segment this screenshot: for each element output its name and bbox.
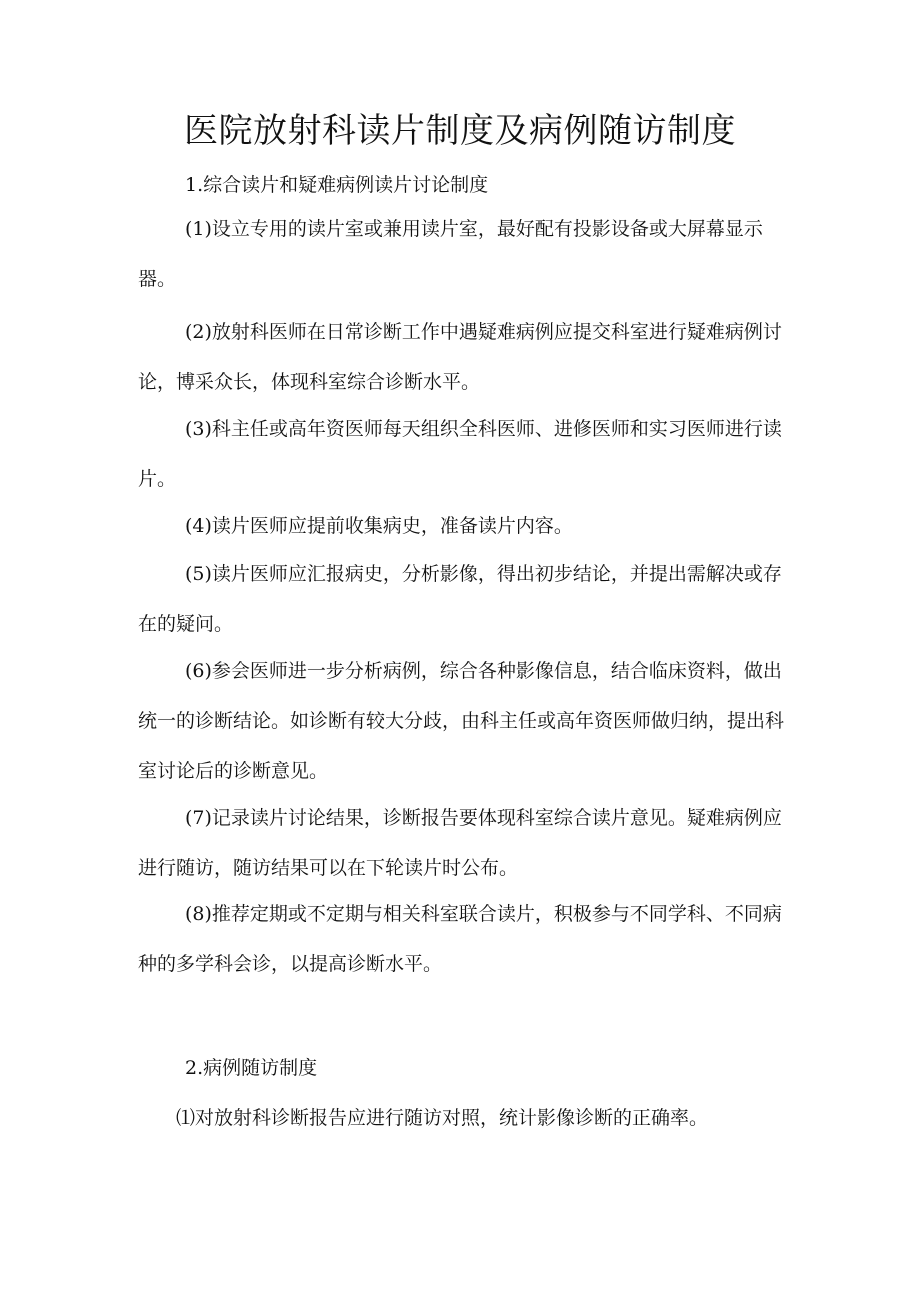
section-2-item-1: ⑴对放射科诊断报告应进行随访对照，统计影像诊断的正确率。 [176, 1107, 709, 1129]
section-1-item-5: (5)读片医师应汇报病史，分析影像，得出初步结论，并提出需解决或存在的疑问。 [138, 563, 782, 635]
document-title: 医院放射科读片制度及病例随访制度 [184, 111, 736, 151]
section-1-item-1: (1)设立专用的读片室或兼用读片室，最好配有投影设备或大屏幕显示器。 [138, 218, 763, 290]
section-1-item-2: (2)放射科医师在日常诊断工作中遇疑难病例应提交科室进行疑难病例讨论，博采众长，体现科室综合诊断水平。 [138, 321, 782, 393]
section-1-item-6: (6)参会医师进一步分析病例，综合各种影像信息，结合临床资料，做出统一的诊断结论。如诊断有较大分歧，由科主任或高年资医师做归纳，提出科室讨论后的诊断意见。 [138, 660, 785, 782]
section-1-item-8: (8)推荐定期或不定期与相关科室联合读片，积极参与不同学科、不同病种的多学科会诊，以提高诊断水平。 [138, 903, 782, 975]
section-1-item-3: (3)科主任或高年资医师每天组织全科医师、进修医师和实习医师进行读片。 [138, 418, 782, 490]
section-1-heading: 1.综合读片和疑难病例读片讨论制度 [185, 174, 489, 196]
section-1-item-4: (4)读片医师应提前收集病史，准备读片内容。 [185, 515, 573, 537]
section-2-heading: 2.病例随访制度 [185, 1057, 318, 1079]
section-1-item-7: (7)记录读片讨论结果，诊断报告要体现科室综合读片意见。疑难病例应进行随访，随访结果可以在下轮读片时公布。 [138, 807, 782, 879]
